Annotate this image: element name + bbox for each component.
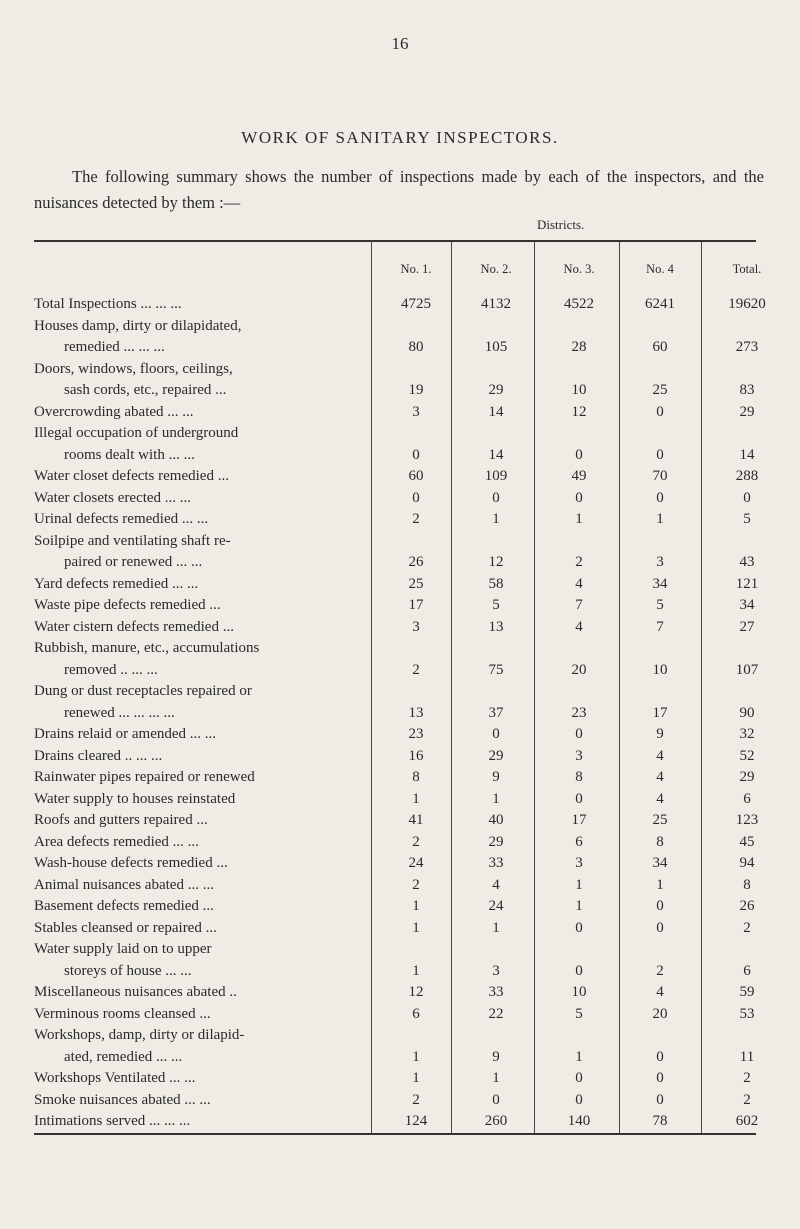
table-cell: 27: [739, 618, 755, 635]
table-row: [34, 466, 759, 488]
table-cell: 8: [656, 833, 664, 850]
table-row: [34, 617, 756, 639]
row-label-continuation: renewed ... ... ... ...: [64, 704, 175, 721]
table-cell: 24: [488, 898, 504, 914]
table-row: [34, 767, 756, 789]
row-label: [34, 294, 364, 316]
table-row: [34, 724, 756, 746]
column-rule: [451, 242, 452, 1133]
table-cell: 8: [412, 769, 420, 785]
table-cell: 10: [571, 984, 587, 1000]
table-row: [34, 595, 756, 617]
row-label: [34, 1111, 364, 1133]
table-cell: 25: [408, 575, 424, 592]
table-cell: 16: [408, 747, 424, 764]
row-label: [34, 875, 364, 897]
column-rule: [619, 242, 620, 1133]
table-cell: 59: [739, 984, 755, 1000]
row-label-line: Water supply to houses reinstated: [34, 790, 236, 807]
table-cell: 0: [656, 1070, 664, 1086]
table-cell: 0: [656, 403, 664, 420]
row-label: [34, 1068, 364, 1090]
table-cell: 20: [571, 661, 587, 678]
row-label-line: Roofs and gutters repaired ...: [34, 812, 208, 828]
table-cell: 23: [408, 726, 424, 742]
table-cell: 53: [739, 1005, 755, 1022]
table-cell: 19: [408, 382, 424, 398]
table-cell: 288: [735, 468, 759, 484]
table-cell: 109: [484, 468, 508, 484]
table-cell: 7: [656, 618, 664, 635]
table-cell: 4: [492, 876, 500, 893]
table-cell: 12: [408, 984, 424, 1000]
row-label-continuation: removed .. ... ...: [64, 661, 158, 678]
row-label: [34, 638, 364, 681]
table-row: [34, 918, 756, 940]
table-cell: 37: [488, 704, 504, 721]
table-row: [34, 1090, 756, 1112]
row-label-line: Intimations served ... ... ...: [34, 1113, 191, 1129]
row-label-line: Smoke nuisances abated ... ...: [34, 1091, 211, 1108]
table-cell: 1: [412, 898, 420, 914]
table-cell: 43: [739, 554, 755, 570]
row-label-line: Water cistern defects remedied ...: [34, 618, 234, 635]
table-cell: 19620: [728, 296, 766, 312]
table-cell: 24: [408, 855, 424, 871]
table-cell: 14: [488, 403, 504, 420]
table-cell: 23: [571, 704, 587, 721]
table-cell: 29: [488, 833, 504, 850]
table-cell: 5: [743, 511, 751, 527]
table-cell: 10: [652, 661, 668, 678]
row-label-line: Houses damp, dirty or dilapidated,: [34, 317, 242, 334]
table-cell: 14: [739, 446, 755, 463]
row-label-line: Overcrowding abated ... ...: [34, 403, 194, 420]
table-row: [34, 681, 756, 724]
table-cell: 2: [412, 833, 420, 850]
row-label: [34, 724, 364, 746]
table-cell: 52: [739, 747, 755, 764]
table-cell: 29: [488, 747, 504, 764]
row-label: [34, 488, 364, 510]
table-cell: 1: [412, 919, 420, 936]
table-cell: 6: [743, 790, 751, 807]
table-cell: 2: [412, 1091, 420, 1108]
row-label-line: Dung or dust receptacles repaired or: [34, 683, 252, 699]
table-cell: 4: [575, 575, 583, 592]
table-cell: 6: [412, 1005, 420, 1022]
row-label: [34, 316, 364, 359]
row-label: [34, 1004, 364, 1026]
table-cell: 4132: [481, 296, 511, 312]
row-label-line: Rainwater pipes repaired or renewed: [34, 769, 255, 785]
table-body: [34, 294, 766, 1133]
table-row: [34, 574, 759, 596]
table-cell: 2: [575, 554, 583, 570]
table-cell: 260: [484, 1113, 508, 1129]
table-cell: 4725: [401, 296, 431, 312]
row-label: [34, 402, 364, 424]
table-cell: 5: [575, 1005, 583, 1022]
table-cell: 4: [575, 618, 583, 635]
table-row: [34, 746, 756, 768]
table-cell: 17: [652, 704, 668, 721]
row-label-continuation: ated, remedied ... ...: [64, 1048, 183, 1065]
row-label: [34, 746, 364, 768]
table-cell: 8: [575, 769, 583, 785]
table-cell: 80: [408, 339, 424, 355]
row-label-line: Workshops Ventilated ... ...: [34, 1070, 196, 1086]
row-label-line: Verminous rooms cleansed ...: [34, 1005, 211, 1022]
table-cell: 33: [488, 855, 504, 871]
table-cell: 1: [575, 898, 583, 914]
table-cell: 6241: [645, 296, 675, 312]
table-cell: 2: [743, 1091, 751, 1108]
table-cell: 33: [488, 984, 504, 1000]
table-cell: 1: [656, 511, 664, 527]
table-cell: 32: [739, 726, 755, 742]
table-cell: 0: [412, 446, 420, 463]
column-rule: [534, 242, 535, 1133]
table-cell: 78: [652, 1113, 668, 1129]
row-label: [34, 423, 364, 466]
row-label-continuation: sash cords, etc., repaired ...: [64, 382, 227, 398]
table-cell: 105: [484, 339, 508, 355]
table-cell: 0: [656, 446, 664, 463]
table-cell: 121: [735, 575, 759, 592]
table-cell: 9: [492, 1048, 500, 1065]
table-cell: 94: [739, 855, 755, 871]
row-label: [34, 681, 364, 724]
table-cell: 22: [488, 1005, 504, 1022]
table-cell: 2: [412, 876, 420, 893]
table-cell: 0: [743, 489, 751, 506]
row-label: [34, 359, 364, 402]
table-cell: 0: [575, 1070, 583, 1086]
row-label-line: Area defects remedied ... ...: [34, 833, 199, 850]
column-header: No. 1.: [400, 262, 432, 276]
row-label: [34, 982, 364, 1004]
table-cell: 49: [571, 468, 587, 484]
table-cell: 60: [408, 468, 424, 484]
table-cell: 0: [575, 962, 583, 979]
table-cell: 3: [575, 855, 583, 871]
table-cell: 1: [412, 962, 420, 979]
row-label: [34, 1025, 364, 1068]
row-label-line: Drains cleared .. ... ...: [34, 747, 163, 764]
row-label-continuation: remedied ... ... ...: [64, 339, 165, 355]
row-label: [34, 918, 364, 940]
table-cell: 14: [488, 446, 504, 463]
table-cell: 2: [656, 962, 664, 979]
table-cell: 5: [492, 597, 500, 613]
table-cell: 75: [488, 661, 504, 678]
table-cell: 6: [575, 833, 583, 850]
column-header: No. 4: [646, 262, 674, 276]
row-label: [34, 574, 364, 596]
table-cell: 123: [735, 812, 759, 828]
row-label: [34, 810, 364, 832]
table-cell: 7: [575, 597, 583, 613]
row-label-continuation: storeys of house ... ...: [64, 962, 192, 979]
row-label-line: Rubbish, manure, etc., accumulations: [34, 640, 260, 656]
page-number: 16: [391, 34, 409, 53]
table-cell: 1: [412, 790, 420, 807]
table-cell: 0: [492, 1091, 500, 1108]
table-cell: 2: [743, 1070, 751, 1086]
table-cell: 2: [412, 661, 420, 678]
table-cell: 1: [575, 511, 583, 527]
column-header: No. 2.: [480, 262, 512, 276]
table-cell: 602: [735, 1113, 759, 1129]
table-row: [34, 402, 756, 424]
districts-group-header: Districts.: [537, 217, 585, 232]
table-cell: 0: [575, 446, 583, 463]
intro-paragraph: The following summary shows the number of inspections made by each of the inspectors, and the nuisances detected by them :—: [34, 167, 764, 212]
table-cell: 1: [412, 1070, 420, 1086]
table-cell: 34: [652, 575, 668, 592]
row-label-line: Waste pipe defects remedied ...: [34, 597, 221, 613]
table-cell: 26: [408, 554, 424, 570]
table-cell: 13: [408, 704, 424, 721]
row-label-line: Yard defects remedied ... ...: [34, 575, 199, 592]
row-label-line: Wash-house defects remedied ...: [34, 855, 228, 871]
table-cell: 3: [656, 554, 664, 570]
table-cell: 28: [571, 339, 587, 355]
table-row: [34, 1111, 759, 1133]
table-cell: 8: [743, 876, 751, 893]
row-label: [34, 617, 364, 639]
table-cell: 273: [735, 339, 759, 355]
table-cell: 140: [567, 1113, 591, 1129]
table-cell: 4: [656, 984, 664, 1000]
row-label-continuation: paired or renewed ... ...: [64, 554, 203, 570]
table-cell: 0: [656, 919, 664, 936]
row-label-line: Illegal occupation of underground: [34, 425, 239, 441]
row-label-line: Stables cleansed or repaired ...: [34, 919, 217, 936]
bottom-rule: [34, 1133, 756, 1135]
table-row: [34, 832, 756, 854]
table-cell: 58: [488, 575, 504, 592]
table-cell: 1: [492, 511, 500, 527]
table-row: [34, 939, 756, 982]
table-cell: 34: [652, 855, 668, 871]
row-label: [34, 767, 364, 789]
table-cell: 9: [492, 769, 500, 785]
row-label-line: Urinal defects remedied ... ...: [34, 511, 209, 527]
table-cell: 3: [412, 403, 420, 420]
table-cell: 6: [743, 962, 751, 979]
table-cell: 20: [652, 1005, 668, 1022]
table-row: [34, 488, 756, 510]
column-header: No. 3.: [563, 262, 595, 276]
row-label: [34, 531, 364, 574]
row-label-continuation: rooms dealt with ... ...: [64, 446, 195, 463]
row-label-line: Basement defects remedied ...: [34, 898, 214, 914]
row-label-line: Water closets erected ... ...: [34, 489, 192, 506]
table-cell: 4522: [564, 296, 594, 312]
table-cell: 29: [739, 403, 755, 420]
table-row: [34, 1068, 756, 1090]
table-cell: 2: [743, 919, 751, 936]
row-label-line: Water closet defects remedied ...: [34, 468, 229, 484]
table-row: [34, 875, 756, 897]
table-cell: 17: [408, 597, 424, 613]
inspections-table: [34, 240, 766, 1135]
table-cell: 40: [488, 812, 504, 828]
column-rule: [701, 242, 702, 1133]
table-row: [34, 316, 759, 359]
table-row: [34, 853, 756, 875]
page-title: WORK OF SANITARY INSPECTORS.: [241, 128, 559, 147]
row-label-line: Water supply laid on to upper: [34, 941, 212, 957]
row-label: [34, 595, 364, 617]
table-cell: 25: [652, 382, 668, 398]
table-cell: 0: [656, 898, 664, 914]
table-cell: 0: [656, 1091, 664, 1108]
row-label: [34, 832, 364, 854]
table-cell: 0: [575, 489, 583, 506]
table-cell: 2: [412, 511, 420, 527]
table-cell: 60: [652, 339, 668, 355]
table-row: [34, 1025, 756, 1068]
table-cell: 70: [652, 468, 668, 484]
row-label: [34, 896, 364, 918]
row-label: [34, 789, 364, 811]
table-cell: 1: [575, 876, 583, 893]
table-cell: 0: [575, 726, 583, 742]
row-label: [34, 466, 364, 488]
table-cell: 13: [488, 618, 504, 635]
table-cell: 1: [656, 876, 664, 893]
table-cell: 0: [492, 726, 500, 742]
column-rule: [371, 240, 372, 1133]
row-label: [34, 1090, 364, 1112]
table-row: [34, 294, 766, 316]
table-cell: 29: [488, 382, 504, 398]
table-cell: 90: [739, 704, 755, 721]
table-cell: 0: [412, 489, 420, 506]
table-cell: 26: [739, 898, 755, 914]
table-cell: 4: [656, 747, 664, 764]
table-cell: 1: [492, 919, 500, 936]
row-label-line: Drains relaid or amended ... ...: [34, 726, 217, 742]
row-label: [34, 853, 364, 875]
table-cell: 1: [492, 790, 500, 807]
table-row: [34, 509, 756, 531]
table-row: [34, 423, 756, 466]
row-label-line: Animal nuisances abated ... ...: [34, 876, 214, 893]
table-cell: 0: [575, 919, 583, 936]
table-row: [34, 896, 756, 918]
table-cell: 3: [492, 962, 500, 979]
table-cell: 0: [492, 489, 500, 506]
table-row: [34, 359, 756, 402]
row-label: [34, 509, 364, 531]
table-cell: 1: [412, 1048, 420, 1065]
table-cell: 1: [575, 1048, 583, 1065]
table-cell: 17: [571, 812, 587, 828]
table-cell: 12: [571, 403, 587, 420]
table-row: [34, 1004, 756, 1026]
row-label-line: Doors, windows, floors, ceilings,: [34, 360, 233, 377]
table-cell: 9: [656, 726, 664, 742]
table-cell: 45: [739, 833, 755, 850]
table-row: [34, 982, 756, 1004]
table-cell: 4: [656, 769, 664, 785]
table-row: [34, 810, 759, 832]
table-cell: 25: [652, 812, 668, 828]
table-cell: 10: [571, 382, 587, 398]
table-cell: 0: [656, 1048, 664, 1065]
table-cell: 29: [739, 769, 755, 785]
table-cell: 83: [739, 382, 755, 398]
table-cell: 12: [488, 554, 504, 570]
table-header-row: [34, 240, 762, 294]
table-cell: 107: [735, 661, 759, 678]
table-cell: 41: [408, 812, 424, 828]
table-row: [34, 638, 759, 681]
table-cell: 5: [656, 597, 664, 613]
table-cell: 124: [404, 1113, 428, 1129]
table-row: [34, 789, 756, 811]
row-label-line: Workshops, damp, dirty or dilapid-: [34, 1027, 245, 1043]
table-cell: 0: [656, 489, 664, 506]
table-cell: 0: [575, 1091, 583, 1108]
table-cell: 3: [412, 618, 420, 635]
table-row: [34, 531, 756, 574]
table-cell: 3: [575, 747, 583, 764]
column-header: Total.: [732, 262, 762, 276]
row-label-line: Miscellaneous nuisances abated ..: [34, 984, 237, 1000]
table-cell: 4: [656, 790, 664, 807]
table-cell: 1: [492, 1070, 500, 1086]
table-cell: 11: [739, 1048, 755, 1065]
table-cell: 34: [739, 597, 755, 613]
table-cell: 0: [575, 790, 583, 807]
row-label-line: Soilpipe and ventilating shaft re-: [34, 532, 231, 549]
row-label: [34, 939, 364, 982]
row-label-line: Total Inspections ... ... ...: [34, 296, 182, 312]
